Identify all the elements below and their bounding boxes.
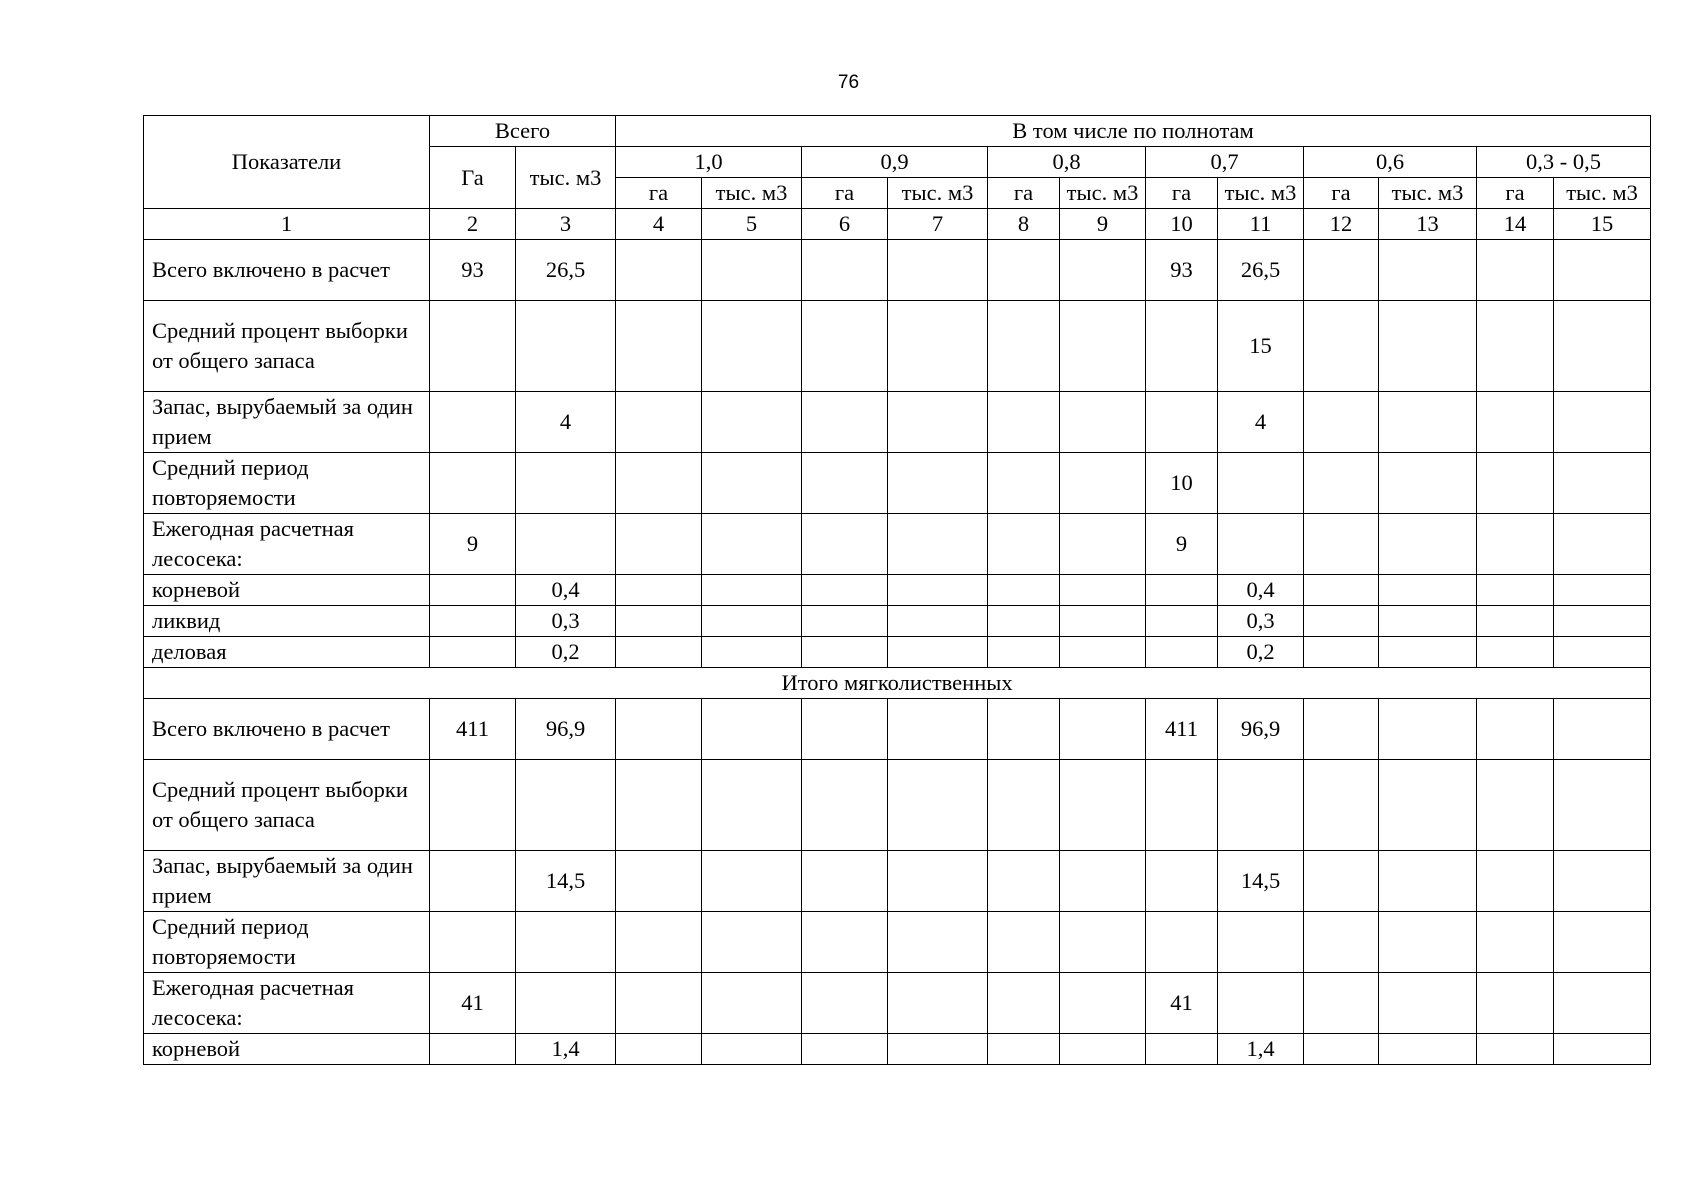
table-row [144, 240, 1651, 301]
table-row [144, 301, 1651, 392]
table-cell [516, 760, 616, 851]
table-cell [1554, 699, 1651, 760]
table-cell [1477, 851, 1554, 912]
density-group-header: 0,9 [802, 147, 988, 178]
table-cell [1146, 575, 1218, 606]
table-cell [802, 514, 888, 575]
table-cell: 4 [1218, 392, 1304, 453]
table-cell [988, 392, 1060, 453]
table-cell [1477, 392, 1554, 453]
table-cell [888, 760, 988, 851]
table-cell [988, 575, 1060, 606]
table-cell [802, 699, 888, 760]
table-cell [1060, 392, 1146, 453]
table-cell [430, 760, 516, 851]
sub-ha-header: га [802, 178, 888, 209]
row-label: Всего включено в расчет [144, 699, 430, 760]
table-cell [1477, 514, 1554, 575]
table-cell: 1,4 [516, 1034, 616, 1065]
table-cell [888, 606, 988, 637]
table-cell [1146, 606, 1218, 637]
table-row [144, 637, 1651, 668]
table-cell: 0,3 [516, 606, 616, 637]
table-cell [702, 240, 802, 301]
table-cell: 26,5 [1218, 240, 1304, 301]
table-cell [616, 637, 702, 668]
density-group-header: 0,3 - 0,5 [1477, 147, 1651, 178]
column-number: 9 [1060, 209, 1146, 240]
row-label: корневой [144, 1034, 430, 1065]
table-cell [1304, 301, 1379, 392]
table-cell [616, 699, 702, 760]
table-row [144, 973, 1651, 1034]
table-cell [1304, 1034, 1379, 1065]
forest-cutting-table [143, 115, 1651, 1065]
table-cell [1146, 912, 1218, 973]
table-cell [1218, 760, 1304, 851]
table-cell [1060, 760, 1146, 851]
table-cell [888, 240, 988, 301]
row-label: Ежегодная расчетная лесосека: [144, 514, 430, 575]
table-cell [1060, 453, 1146, 514]
table-cell [702, 453, 802, 514]
table-cell [1304, 575, 1379, 606]
table-cell [988, 1034, 1060, 1065]
table-cell [616, 606, 702, 637]
table-cell [616, 1034, 702, 1065]
table-cell: 93 [430, 240, 516, 301]
table-cell: 9 [430, 514, 516, 575]
table-cell [1477, 1034, 1554, 1065]
row-label: корневой [144, 575, 430, 606]
table-cell: 9 [1146, 514, 1218, 575]
table-cell [1379, 301, 1477, 392]
table-cell [702, 575, 802, 606]
table-cell: 14,5 [516, 851, 616, 912]
table-cell [988, 301, 1060, 392]
table-cell [1304, 240, 1379, 301]
table-cell [1060, 606, 1146, 637]
table-cell [988, 699, 1060, 760]
table-cell [988, 912, 1060, 973]
sub-ha-header: га [1304, 178, 1379, 209]
table-cell: 14,5 [1218, 851, 1304, 912]
table-cell: 0,4 [516, 575, 616, 606]
table-cell [988, 973, 1060, 1034]
table-cell [802, 760, 888, 851]
table-cell: 0,4 [1218, 575, 1304, 606]
table-cell [1379, 637, 1477, 668]
table-cell [702, 301, 802, 392]
table-cell [430, 301, 516, 392]
table-cell [1304, 392, 1379, 453]
table-cell: 96,9 [516, 699, 616, 760]
sub-ha-header: га [1146, 178, 1218, 209]
table-cell [430, 392, 516, 453]
table-cell [616, 514, 702, 575]
total-header: Всего [430, 116, 616, 147]
table-cell [1379, 699, 1477, 760]
table-cell [988, 606, 1060, 637]
table-cell [616, 392, 702, 453]
table-cell [888, 392, 988, 453]
table-cell [516, 912, 616, 973]
table-cell [1554, 851, 1651, 912]
table-cell: 41 [430, 973, 516, 1034]
table-cell [1379, 851, 1477, 912]
table-cell [1060, 240, 1146, 301]
table-cell: 0,3 [1218, 606, 1304, 637]
table-cell [1554, 637, 1651, 668]
row-label: Запас, вырубаемый за один прием [144, 851, 430, 912]
column-number: 8 [988, 209, 1060, 240]
table-cell [802, 851, 888, 912]
table-cell: 96,9 [1218, 699, 1304, 760]
row-label: Средний процент выборки от общего запаса [144, 760, 430, 851]
table-cell [1477, 575, 1554, 606]
table-cell [1554, 1034, 1651, 1065]
row-label: ликвид [144, 606, 430, 637]
table-cell [1554, 392, 1651, 453]
table-cell [1218, 912, 1304, 973]
table-cell [1477, 973, 1554, 1034]
table-cell [430, 851, 516, 912]
indicator-header: Показатели [144, 116, 430, 209]
sub-volume-header: тыс. м3 [1379, 178, 1477, 209]
table-cell [1554, 301, 1651, 392]
table-cell [1060, 699, 1146, 760]
table-cell [1477, 453, 1554, 514]
table-cell [430, 1034, 516, 1065]
header-row-1 [144, 116, 1651, 147]
table-cell [1477, 760, 1554, 851]
column-number: 7 [888, 209, 988, 240]
table-cell [1379, 1034, 1477, 1065]
table-cell [430, 575, 516, 606]
table-cell [516, 301, 616, 392]
table-cell [516, 973, 616, 1034]
row-label: Всего включено в расчет [144, 240, 430, 301]
table-cell [988, 851, 1060, 912]
table-cell: 15 [1218, 301, 1304, 392]
table-cell [1554, 240, 1651, 301]
table-cell [988, 240, 1060, 301]
table-cell [430, 637, 516, 668]
table-cell [702, 637, 802, 668]
table-row [144, 453, 1651, 514]
column-number: 11 [1218, 209, 1304, 240]
column-number: 14 [1477, 209, 1554, 240]
table-cell [616, 973, 702, 1034]
row-label: Средний период повторяемости [144, 453, 430, 514]
table-cell [616, 760, 702, 851]
table-cell [1304, 912, 1379, 973]
table-cell [888, 301, 988, 392]
table-cell [802, 575, 888, 606]
table-cell [1146, 392, 1218, 453]
table-cell [888, 699, 988, 760]
table-cell [1554, 973, 1651, 1034]
table-row [144, 514, 1651, 575]
total-volume-header: тыс. м3 [516, 147, 616, 209]
table-cell [802, 606, 888, 637]
column-number: 4 [616, 209, 702, 240]
table-cell: 93 [1146, 240, 1218, 301]
density-group-header: 0,7 [1146, 147, 1304, 178]
table-cell [1379, 973, 1477, 1034]
table-cell: 0,2 [1218, 637, 1304, 668]
table-cell: 411 [430, 699, 516, 760]
table-cell [1477, 912, 1554, 973]
sub-ha-header: га [988, 178, 1060, 209]
table-cell [1060, 912, 1146, 973]
table-cell [1379, 760, 1477, 851]
table-cell [988, 637, 1060, 668]
table-cell [1304, 699, 1379, 760]
including-header: В том числе по полнотам [616, 116, 1651, 147]
table-row [144, 392, 1651, 453]
table-row [144, 606, 1651, 637]
table-cell [1554, 453, 1651, 514]
table-cell [702, 699, 802, 760]
column-number: 6 [802, 209, 888, 240]
table-cell: 0,2 [516, 637, 616, 668]
table-cell [516, 514, 616, 575]
table-cell [1379, 514, 1477, 575]
table-cell: 4 [516, 392, 616, 453]
table-cell [1304, 514, 1379, 575]
table-row [144, 1034, 1651, 1065]
table-row [144, 575, 1651, 606]
table-cell [702, 912, 802, 973]
column-number: 5 [702, 209, 802, 240]
table-cell [802, 301, 888, 392]
column-number: 10 [1146, 209, 1218, 240]
table-cell [616, 301, 702, 392]
table-cell [1304, 760, 1379, 851]
sub-volume-header: тыс. м3 [888, 178, 988, 209]
table-cell [1379, 240, 1477, 301]
table-cell [702, 514, 802, 575]
table-cell [802, 637, 888, 668]
row-label: Запас, вырубаемый за один прием [144, 392, 430, 453]
column-number: 15 [1554, 209, 1651, 240]
table-cell [702, 392, 802, 453]
table-cell [1060, 514, 1146, 575]
sub-volume-header: тыс. м3 [1554, 178, 1651, 209]
table-cell [1379, 606, 1477, 637]
table-cell [1379, 453, 1477, 514]
table-cell [1060, 637, 1146, 668]
table-cell [1218, 514, 1304, 575]
table-cell [1477, 301, 1554, 392]
table-cell [1060, 973, 1146, 1034]
table-cell [430, 453, 516, 514]
table-cell [1554, 575, 1651, 606]
density-group-header: 0,6 [1304, 147, 1477, 178]
table-cell [1304, 851, 1379, 912]
row-label: Средний процент выборки от общего запаса [144, 301, 430, 392]
table-cell [1218, 453, 1304, 514]
table-cell [616, 912, 702, 973]
column-number: 1 [144, 209, 430, 240]
table-cell [1379, 912, 1477, 973]
table-cell [888, 514, 988, 575]
table-cell: 1,4 [1218, 1034, 1304, 1065]
table-cell [1379, 575, 1477, 606]
table-cell [1554, 760, 1651, 851]
table-cell [1060, 851, 1146, 912]
table-cell [988, 453, 1060, 514]
table-cell [430, 606, 516, 637]
table-cell [1304, 637, 1379, 668]
table-row [144, 760, 1651, 851]
density-group-header: 1,0 [616, 147, 802, 178]
table-cell [802, 392, 888, 453]
table-row [144, 851, 1651, 912]
sub-volume-header: тыс. м3 [1060, 178, 1146, 209]
section-row [144, 668, 1651, 699]
table-cell [988, 760, 1060, 851]
table-cell [888, 575, 988, 606]
column-number: 2 [430, 209, 516, 240]
table-cell [616, 851, 702, 912]
table-cell [430, 912, 516, 973]
sub-ha-header: га [1477, 178, 1554, 209]
density-group-header: 0,8 [988, 147, 1146, 178]
table-cell [1304, 453, 1379, 514]
table-cell [802, 453, 888, 514]
table-cell [1554, 606, 1651, 637]
table-cell [616, 453, 702, 514]
table-cell [802, 1034, 888, 1065]
column-number: 13 [1379, 209, 1477, 240]
column-numbers-row [144, 209, 1651, 240]
table-cell [988, 514, 1060, 575]
table-cell [1060, 301, 1146, 392]
total-ha-header: Га [430, 147, 516, 209]
table-cell: 411 [1146, 699, 1218, 760]
sub-volume-header: тыс. м3 [702, 178, 802, 209]
table-cell [616, 240, 702, 301]
table-cell [802, 240, 888, 301]
sub-ha-header: га [616, 178, 702, 209]
table-cell [1060, 1034, 1146, 1065]
table-cell [888, 912, 988, 973]
table-cell [1146, 637, 1218, 668]
table-cell [1477, 240, 1554, 301]
table-cell [888, 851, 988, 912]
table-cell: 26,5 [516, 240, 616, 301]
table-cell [702, 1034, 802, 1065]
table-cell [702, 760, 802, 851]
table-cell [1146, 1034, 1218, 1065]
table-row [144, 699, 1651, 760]
table-cell [802, 912, 888, 973]
table-cell: 10 [1146, 453, 1218, 514]
table-cell [616, 575, 702, 606]
column-number: 3 [516, 209, 616, 240]
table-cell [516, 453, 616, 514]
table-cell [888, 1034, 988, 1065]
sub-volume-header: тыс. м3 [1218, 178, 1304, 209]
table-cell [1146, 301, 1218, 392]
table-cell [1060, 575, 1146, 606]
row-label: Ежегодная расчетная лесосека: [144, 973, 430, 1034]
row-label: Средний период повторяемости [144, 912, 430, 973]
table-cell [1477, 699, 1554, 760]
table-cell [1554, 912, 1651, 973]
table-cell [1146, 760, 1218, 851]
table-cell [1304, 973, 1379, 1034]
table-cell [1304, 606, 1379, 637]
column-number: 12 [1304, 209, 1379, 240]
table-cell [1477, 606, 1554, 637]
table-cell [1477, 637, 1554, 668]
table-cell [802, 973, 888, 1034]
table-cell [1554, 514, 1651, 575]
table-cell [702, 606, 802, 637]
table-cell [702, 851, 802, 912]
table-cell [888, 637, 988, 668]
table-cell [888, 973, 988, 1034]
row-label: деловая [144, 637, 430, 668]
table-row [144, 912, 1651, 973]
table-cell [1218, 973, 1304, 1034]
table-cell [1379, 392, 1477, 453]
table-cell [702, 973, 802, 1034]
table-cell [1146, 851, 1218, 912]
page-number: 76 [837, 72, 860, 93]
table-cell [888, 453, 988, 514]
table-cell: 41 [1146, 973, 1218, 1034]
section-title: Итого мягколиственных [144, 668, 1651, 699]
